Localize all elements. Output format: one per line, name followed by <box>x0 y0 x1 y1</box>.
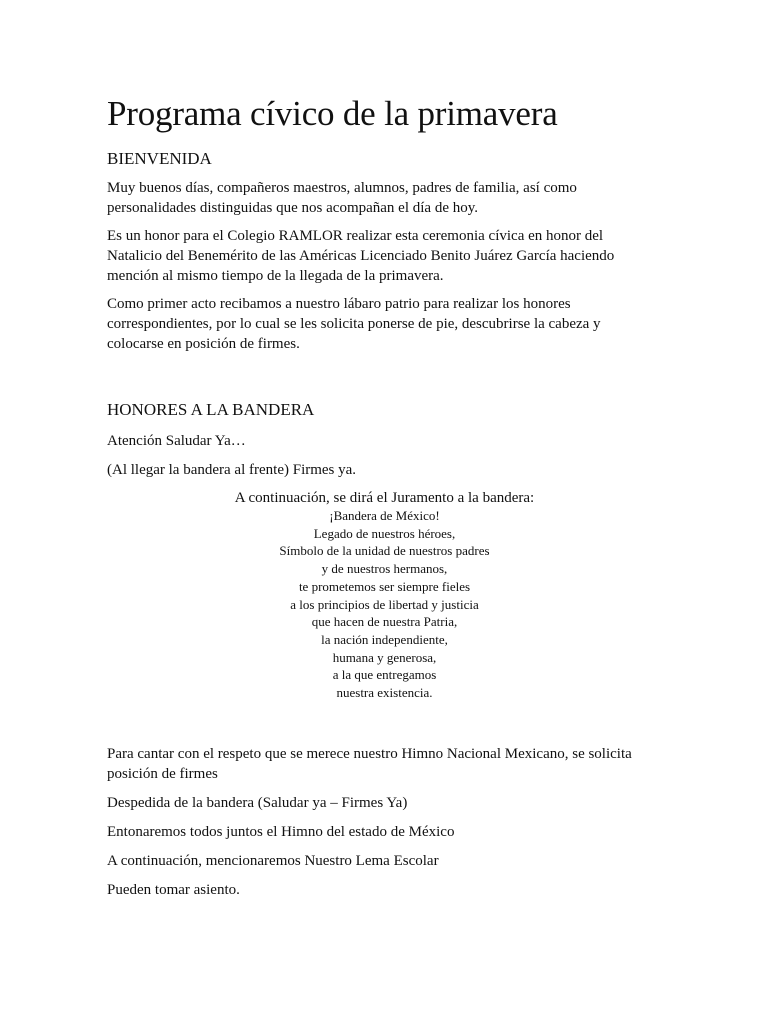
document-title: Programa cívico de la primavera <box>107 94 558 133</box>
pledge-line: y de nuestros hermanos, <box>321 561 448 577</box>
pledge-line: Símbolo de la unidad de nuestros padres <box>279 543 490 559</box>
pledge-line: Legado de nuestros héroes, <box>313 525 456 541</box>
honors-paragraph: (Al llegar la bandera al frente) Firmes ya. <box>107 462 357 478</box>
closing-paragraph: Despedida de la bandera (Saludar ya – Firmes Ya) <box>107 794 408 811</box>
pledge-line: a la que entregamos <box>332 667 437 683</box>
closing-paragraph: Entonaremos todos juntos el Himno del estado de México <box>107 823 455 840</box>
pledge-line: ¡Bandera de México! <box>329 508 440 523</box>
closing-paragraph: Pueden tomar asiento. <box>107 881 240 898</box>
welcome-paragraph: Como primer acto recibamos a nuestro lábaro patrio para realizar los honores correspondientes, por lo cual se les solicita ponerse de pie, descubrirse la cabeza y colocarse en posición de firmes. <box>107 296 601 352</box>
pledge-line: la nación independiente, <box>321 631 448 647</box>
pledge-line: humana y generosa, <box>332 649 437 665</box>
document-page <box>107 92 647 900</box>
pledge-line: que hacen de nuestra Patria, <box>311 614 458 630</box>
pledge-intro: A continuación, se dirá el Juramento a la bandera: <box>234 490 535 506</box>
honors-paragraph: Atención Saludar Ya… <box>107 433 246 449</box>
section-heading-welcome: BIENVENIDA <box>107 149 212 168</box>
flag-pledge <box>107 489 662 702</box>
section-heading-honors: HONORES A LA BANDERA <box>107 400 315 419</box>
welcome-paragraph: Muy buenos días, compañeros maestros, alumnos, padres de familia, así como personalidades distinguidas que nos acompañan el día de hoy. <box>107 180 577 216</box>
pledge-line: nuestra existencia. <box>336 685 433 701</box>
closing-paragraph: A continuación, mencionaremos Nuestro Lema Escolar <box>107 852 439 869</box>
pledge-line: a los principios de libertad y justicia <box>290 596 479 612</box>
pledge-line: te prometemos ser siempre fieles <box>298 578 471 594</box>
welcome-paragraph: Es un honor para el Colegio RAMLOR realizar esta ceremonia cívica en honor del Natalicio del Benemérito de las Américas Licenciado Benito Juárez García haciendo mención al mismo tiempo de la llegada de la primavera. <box>107 228 615 284</box>
closing-paragraph: Para cantar con el respeto que se merece nuestro Himno Nacional Mexicano, se solicita posición de firmes <box>107 745 632 782</box>
